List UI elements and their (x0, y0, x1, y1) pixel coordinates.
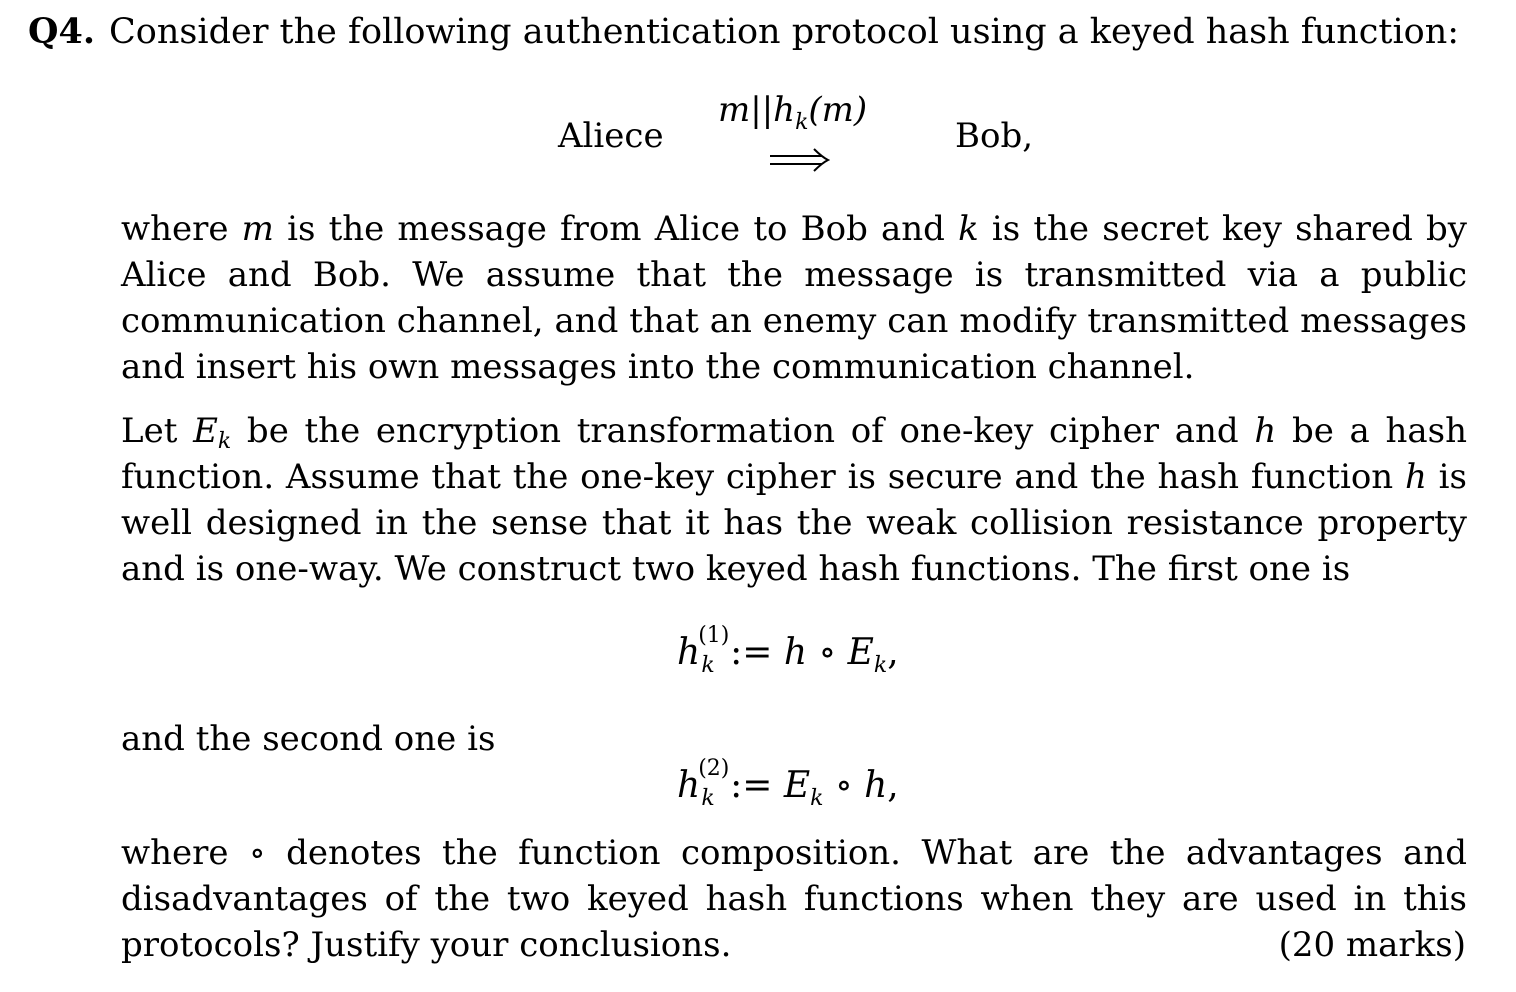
var-m: m (241, 209, 274, 249)
paragraph-construction (121, 408, 1467, 592)
p2-text-3: be a hash function. Assume that the one-key cipher is secure and the hash function (121, 411, 1468, 497)
p2-text-1: Let (121, 411, 194, 451)
message-text: m||h (718, 90, 796, 130)
message-arg: (m) (808, 90, 868, 130)
eq1-rhs-sub: k (873, 653, 888, 678)
eq1-rhs-h: h (783, 632, 808, 673)
eq2-assign: := (718, 765, 784, 806)
eq2-rhs-h: h (864, 765, 888, 806)
equation-2 (677, 756, 899, 814)
question-header (28, 10, 1459, 54)
var-k: k (958, 209, 979, 249)
p4-text-2: denotes the function composition. What are the advantages and disadvantages of the two keyed hash functions when they are used in this protocols? Justify your conclusions. (121, 833, 1468, 965)
protocol-diagram (0, 82, 1516, 192)
equation-1 (677, 623, 899, 681)
p1-text-2: is the message from Alice to Bob and (273, 209, 959, 249)
eq1-lhs: h (677, 632, 701, 673)
compose-symbol: ∘ (248, 833, 266, 873)
sender-label: Aliece (558, 116, 664, 156)
paragraph-question (121, 830, 1467, 968)
eq2-lhs: h (677, 765, 701, 806)
eq2-end: , (887, 765, 899, 806)
eq1-sub: k (701, 653, 715, 678)
p4-text-1: where (121, 833, 249, 873)
paragraph-protocol-description (121, 206, 1467, 390)
between-text: and the second one is (121, 719, 496, 759)
eq2-compose: ∘ (823, 765, 865, 806)
eq2-sub: k (701, 786, 715, 811)
eq1-rhs-E: E (847, 632, 874, 673)
var-h: h (1254, 411, 1277, 451)
eq2-rhs-sub: k (810, 786, 824, 811)
receiver-label: Bob, (955, 116, 1034, 156)
question-number: Q4. (28, 11, 96, 52)
eq2-sup: (2) (698, 756, 730, 781)
p1-text-3: is the secret key shared by Alice and Bob. We assume that the message is transmitted via a public communication channel, and that an enemy can modify transmitted messages and insert his own messages into the communication channel. (121, 209, 1468, 387)
message-key-sub: k (795, 109, 809, 135)
message-label (718, 90, 867, 143)
eq1-end: , (887, 632, 899, 673)
var-E-sub: k (217, 429, 232, 454)
question-intro: Consider the following authentication protocol using a keyed hash function: (109, 12, 1460, 52)
p2-text-4: is well designed in the sense that it has the weak collision resistance property and is one-way. We construct two keyed hash functions. The first one is (121, 457, 1467, 589)
eq1-sup: (1) (698, 623, 730, 648)
p2-text-2: be the encryption transformation of one-key cipher and (231, 411, 1255, 451)
eq1-compose: ∘ (807, 632, 848, 673)
eq1-assign: := (718, 632, 784, 673)
var-h-2: h (1404, 457, 1427, 497)
var-E: E (193, 411, 218, 451)
double-arrow-icon (768, 148, 830, 172)
p1-text-1: where (121, 209, 242, 249)
eq2-rhs-E: E (783, 765, 811, 806)
marks-label: (20 marks) (1278, 925, 1466, 965)
